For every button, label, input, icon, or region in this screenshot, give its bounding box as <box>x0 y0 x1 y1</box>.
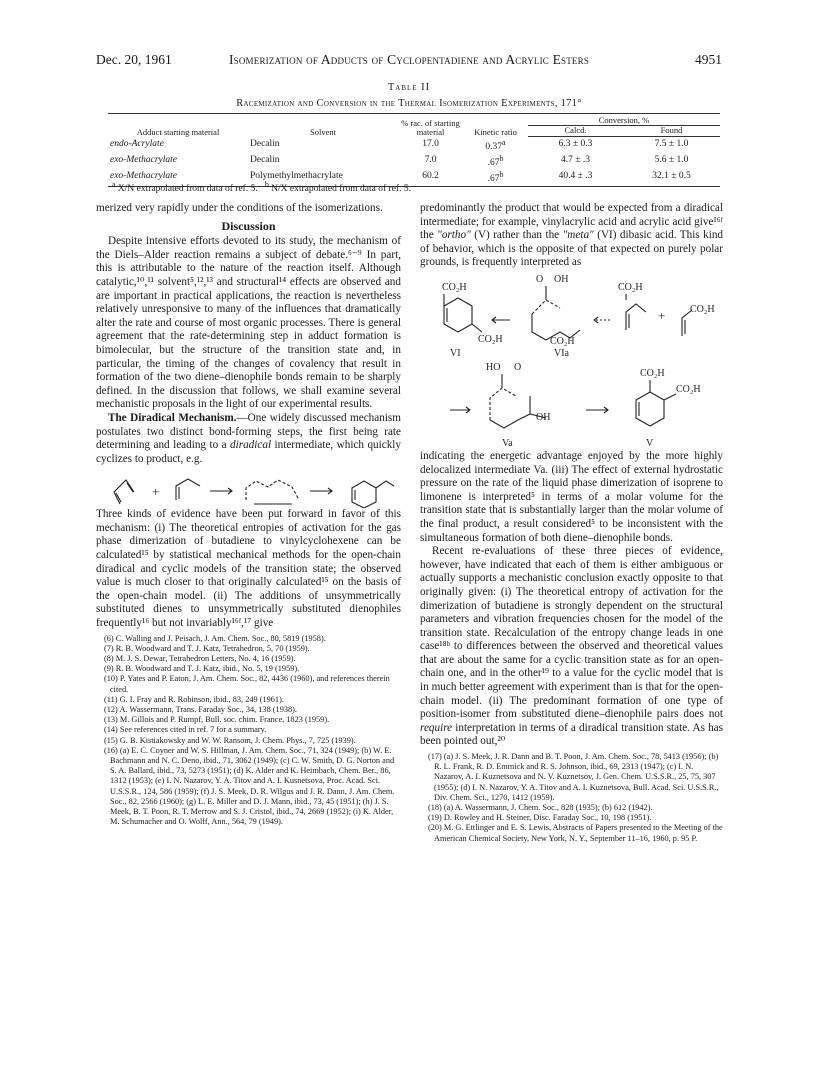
label-compound-V: V <box>646 437 654 449</box>
text-run: predominantly the product that would be expected from a diradical intermediate; for example, vinylacrylic acid and acrylic acid give¹⁶ᶠ the <box>420 202 723 242</box>
vinylcyclohexene-structure <box>352 481 376 508</box>
label-co2h: CO₂H <box>478 333 503 345</box>
diradical-scheme <box>96 466 401 508</box>
reference-item: (16) (a) E. C. Coyner and W. S. Hillman, J. Am. Chem. Soc., 71, 324 (1949); (b) W. E. Bachmann and N. C. Deno, ibid., 71, 3062 (1949); (c) C. W. Smith, D. G. Norton and S. A. Ballard, ibid., 73, 5273 (1951); (d) K. Alder and K. Heimbach, Chem. Ber., 86, 1312 (1953); (e) I. N. Nazarov, Y. A. Titov and A. I. Kusnetsova, Proc. Acad. Sci. U.S.S.R., 124, 586 (1959); (f) J. S. Meek, D. R. Wilgus and J. R. Dann, J. Am. Chem. Soc., 82, 2566 (1960); (g) L. E. Miller and D. J. Mann, ibid., 73, 45 (1951); (h) J. S. Meek, B. T. Poon, R. T. Merrow and S. J. Cristol, ibid., 74, 2669 (1952); (i) K. Alder, M. Schumacher and O. Wolff, Ann., 564, 79 (1949). <box>104 745 395 827</box>
cell-kinetic <box>463 137 528 153</box>
reference-item: (13) M. Gillois and P. Rumpf, Bull. soc. chim. France, 1823 (1959). <box>104 715 330 725</box>
table-number: Table II <box>387 82 431 93</box>
reference-item: (17) (a) J. S. Meek, J. R. Dann and B. T. Poon, J. Am. Chem. Soc., 78, 5413 (1956); (b) R. L. Frank, R. D. Emmick and R. S. Johnson, ibid., 69, 2313 (1947); (c) I. N. Nazarov, A. I. Kuznetsova and N. V. Kuznetsov, J. Gen. Chem. U.S.S.R., 25, 75, 307 (1955); (d) I. N. Nazarov, Y. A. Titov and A. I. Kuznetsova, Bull. Acad. Sci. U.S.S.R., Div. Chem. Sci., 1270, 1412 (1959). <box>428 752 719 802</box>
kinetic-value: .67 <box>487 157 500 168</box>
cell-rac: 17.0 <box>422 139 439 150</box>
cell-found: 5.6 ± 1.0 <box>654 155 689 166</box>
text-run: —One widely discussed mechanism postulates two distinct bond-forming steps, the first being rate determining and leading to a <box>96 411 401 452</box>
col-header-rac: % rac. of starting material <box>398 114 463 137</box>
reference-item: (18) (a) A. Wassermann, J. Chem. Soc., 828 (1935); (b) 612 (1942). <box>428 803 653 813</box>
text-run: interpretation in terms of a diradical transition state. As has been pointed out,²⁰ <box>420 721 723 748</box>
cell-adduct: exo-Methacrylate <box>108 169 248 187</box>
col-header-found: Found <box>623 126 720 137</box>
left-column <box>96 202 401 827</box>
page-number: 4951 <box>695 52 722 67</box>
reference-item: (8) M. J. S. Dewar, Tetrahedron Letters, No. 4, 16 (1959). <box>104 654 296 664</box>
cell-solvent: Decalin <box>250 139 280 150</box>
text-run: Recent re-evaluations of these three pieces of evidence, however, have indicated that each of them is either ambiguous or actually supports a mechanistic conclusion exactly opposite to that originally given: (i) The theoretical entropy of activation for the dimerization of butadiene is strongly dependent on the structural parameters and vibration frequencies chosen for the model of the transition state. Recalculation of the entropy change leads in one case¹⁸ᵇ to differences between the observed and theoretical values that are about the same for a cyclic transition state as for an open-chain one, and in the other¹⁹ to a value for the cyclic model that is in much better agreement with experiment than is that for the open-chain model. (ii) The predominant formation of one type of position-isomer from substituted diene–dienophile pairs does not <box>420 545 723 721</box>
text-run: (V) rather than the <box>470 229 563 242</box>
cell-solvent: Polymethylmethacrylate <box>248 169 398 187</box>
reference-item: (20) M. G. Ettlinger and E. S. Lewis, Abstracts of Papers presented to the Meeting of the American Chemical Society, New York, N. Y., September 11–16, 1960, p. 95 P. <box>428 823 723 843</box>
text-run: (VI) dibasic acid. This kind of behavior, which is the opposite of that expected on purely polar grounds, is frequently interpreted as <box>420 229 724 269</box>
paragraph: indicating the energetic advantage enjoyed by the more highly delocalized intermediate Va. (iii) The effect of external hydrostatic pressure on the rate of the liquid phase dimerization of isoprene to limonene is interpreted⁵ in terms of a molar volume for the transition state that is substantially larger than the molar volume of the final product, a result considered⁵ to be inconsistent with the simultaneous formation of both diene–dienophile bonds. <box>420 449 723 544</box>
col-header-kinetic: Kinetic ratio <box>463 114 528 137</box>
cell-calcd: 40.4 ± .3 <box>528 169 623 187</box>
paragraph <box>420 202 723 270</box>
references-left <box>96 634 401 828</box>
table-row <box>108 153 720 169</box>
cell-found: 32.1 ± 0.5 <box>623 169 720 187</box>
footnote-mark: b <box>499 153 504 163</box>
cell-rac: 7.0 <box>424 155 437 166</box>
reference-item: (6) C. Walling and J. Peisach, J. Am. Chem. Soc., 80, 5819 (1958). <box>104 633 326 643</box>
reference-item: (9) R. B. Woodward and T. J. Katz, ibid., No. 5, 19 (1959). <box>104 664 300 674</box>
emphasis: "ortho" <box>437 229 471 242</box>
reference-item: (12) A. Wassermann, Trans. Faraday Soc., 34, 138 (1938). <box>104 705 297 715</box>
footnote-mark: a <box>502 137 506 147</box>
col-header-adduct: Adduct starting material <box>108 114 248 137</box>
header-date: Dec. 20, 1961 <box>96 52 172 67</box>
cell-found: 7.5 ± 1.0 <box>654 139 689 150</box>
compound-Va-structure <box>490 388 516 420</box>
compound-V-structure <box>636 392 664 426</box>
table-footnotes: $^a$ X/N extrapolated from data of ref. 5. $^b$ N/X extrapolated from data of ref. 5. <box>112 180 411 195</box>
reference-item: (7) R. B. Woodward and T. J. Katz, Tetrahedron, 5, 70 (1959). <box>104 643 310 653</box>
label-oh: OH <box>536 411 551 423</box>
paragraph: Three kinds of evidence have been put forward in favor of this mechanism: (i) The theoretical entropies of activation for the gas phase dimerization of butadiene to vinylcyclohexene can be calculated¹⁵ by statistical mechanical methods for the open-chain diradical and cyclic models of the transition state; the observed value is much closer to that originally calculated¹⁵ on the basis of the open-chain model. (ii) The additions of unsymmetrically substituted dienes to unsymmetrically substituted dienophiles frequently¹⁶ but not invariably¹⁶ᶠ,¹⁷ give <box>96 508 401 630</box>
emphasis: "meta" <box>562 229 594 242</box>
label-co2h: CO₂H <box>442 281 467 293</box>
label-co2h: CO₂H <box>618 281 643 293</box>
butadiene-structure <box>114 480 134 504</box>
label-oh: OH <box>554 273 569 285</box>
compound-VI-structure <box>444 298 472 332</box>
right-column <box>420 202 723 844</box>
col-header-calcd: Calcd. <box>528 126 623 137</box>
running-header <box>96 52 722 72</box>
paragraph: Despite intensive efforts devoted to its study, the mechanism of the Diels–Alder reaction remains a subject of debate.⁶⁻⁹ In part, this is attributable to the nature of the reaction itself. Although catalytic,¹⁰,¹¹ solvent⁵,¹²,¹³ and structural¹⁴ effects are observed and are important in practical applications, the reaction is nevertheless relatively unresponsive to many of the influences that dramatically alter the rate and course of most organic processes. There is general agreement that the rate-determining step in adduct formation is bimolecular, but the structure of the transition state and, in particular, the timing of the changes of covalency that result in formation of the two diene–dienophile bonds remain to be sharply defined. In the discussion that follows, we shall examine several mechanistic proposals in the light of our experimental results. <box>96 235 401 411</box>
label-co2h: CO₂H <box>550 335 575 347</box>
footnote-b: N/X extrapolated from data of ref. 5. <box>271 184 411 195</box>
emphasis: diradical <box>230 439 272 452</box>
cell-rac: 60.2 <box>398 169 463 187</box>
cell-adduct: endo-Acrylate <box>110 139 164 150</box>
footnote-a: X/N extrapolated from data of ref. 5. <box>117 184 258 195</box>
reference-item: (19) D. Rowley and H. Steiner, Disc. Faraday Soc., 10, 198 (1951). <box>428 813 652 823</box>
data-table <box>108 113 720 187</box>
header-title: Isomerization of Adducts of Cyclopentadiene and Acrylic Esters <box>228 52 590 67</box>
paragraph: merized very rapidly under the conditions of the isomerizations. <box>96 202 383 214</box>
label-compound-VIa: VIa <box>554 347 569 359</box>
footnote-mark: b <box>499 169 504 179</box>
cell-solvent: Decalin <box>250 155 280 166</box>
paragraph <box>96 412 401 466</box>
table-title: Racemization and Conversion in the Thermal Isomerization Experiments, 171° <box>236 98 582 109</box>
mechanism-scheme <box>420 270 723 450</box>
subsection-heading: The Diradical Mechanism. <box>108 411 237 424</box>
col-header-solvent: Solvent <box>248 114 398 137</box>
reference-item: (10) P. Yates and P. Eaton, J. Am. Chem. Soc., 82, 4436 (1960), and references therein cited. <box>104 674 390 694</box>
kinetic-value: .67 <box>487 173 500 184</box>
label-compound-Va: Va <box>502 437 513 449</box>
col-header-conversion: Conversion, % <box>528 114 720 126</box>
paragraph <box>420 545 723 749</box>
table-row <box>108 137 720 153</box>
butadiene-structure <box>176 479 200 500</box>
label-co2h: CO₂H <box>690 303 715 315</box>
cell-adduct: exo-Methacrylate <box>110 155 177 166</box>
plus-sign: + <box>658 307 666 323</box>
emphasis: require <box>420 721 453 734</box>
reference-item: (14) See references cited in ref. 7 for a summary. <box>104 725 267 735</box>
cell-calcd: 4.7 ± .3 <box>561 155 590 166</box>
plus-sign: + <box>152 484 160 500</box>
cell-kinetic <box>463 153 528 169</box>
text-run: intermediate, which quickly cyclizes to product, e.g. <box>96 439 401 465</box>
label-ho: HO <box>486 361 501 373</box>
reference-item: (15) G. B. Kistiakowsky and W. W. Ransom, J. Chem. Phys., 7, 725 (1939). <box>104 735 356 745</box>
cell-calcd: 6.3 ± 0.3 <box>558 139 593 150</box>
diradical-intermediate <box>246 480 298 500</box>
label-co2h: CO₂H <box>676 383 701 395</box>
references-right <box>420 752 723 844</box>
label-co2h: CO₂H <box>640 367 665 379</box>
kinetic-value: 0.37 <box>485 141 503 152</box>
label-o: O <box>514 361 522 373</box>
label-o: O <box>536 273 544 285</box>
label-compound-VI: VI <box>450 347 461 359</box>
reference-item: (11) G. I. Fray and R. Robinson, ibid., 83, 249 (1961). <box>104 694 284 704</box>
section-heading: Discussion <box>221 218 276 233</box>
